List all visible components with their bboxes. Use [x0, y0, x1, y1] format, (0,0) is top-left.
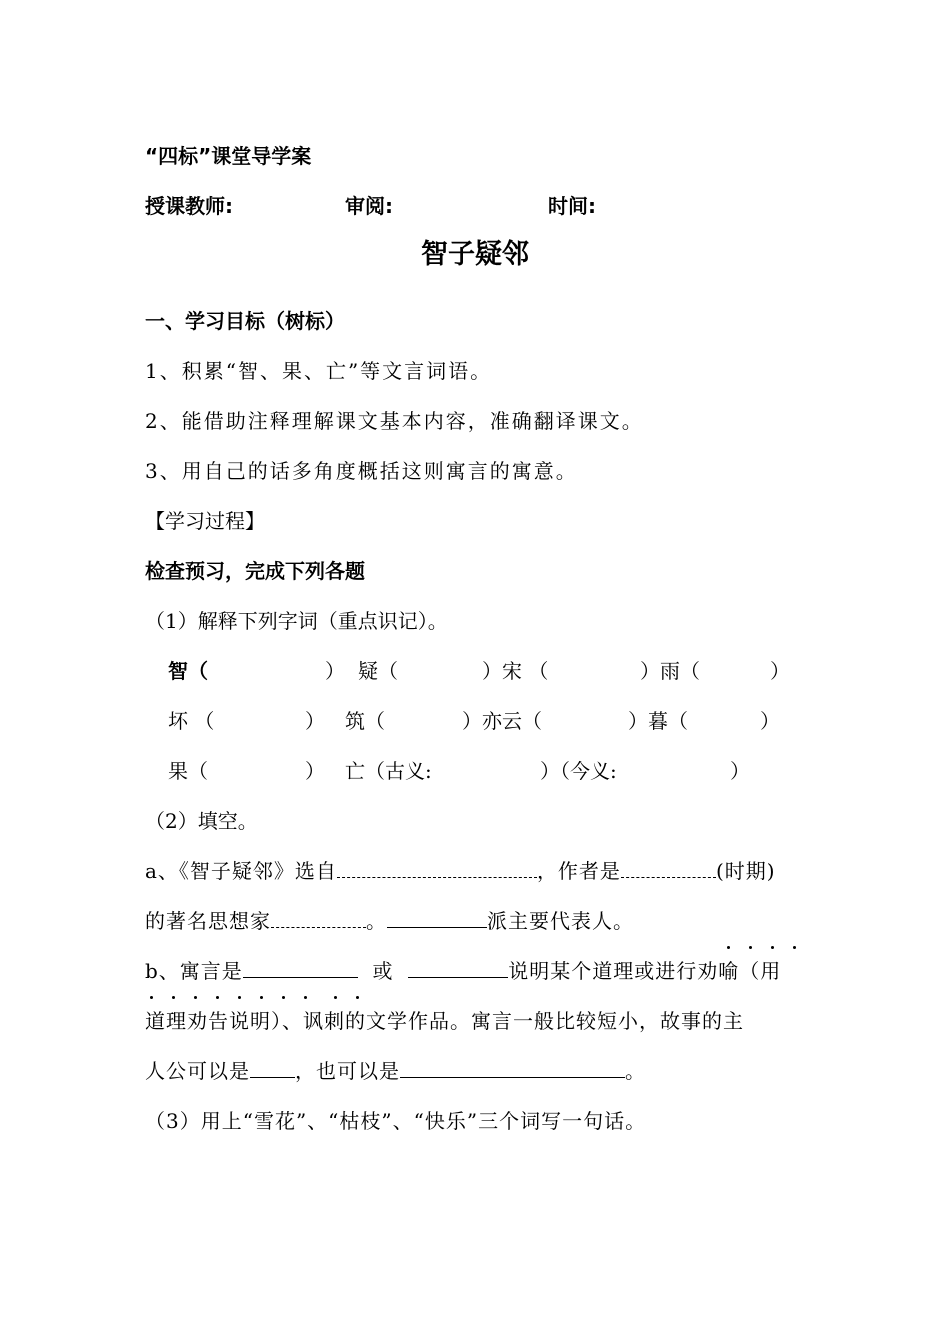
q2-b-prefix: b、寓言是: [145, 959, 243, 983]
q1-label: （1）解释下列字词（重点识记）。: [145, 609, 448, 633]
q2-b3-mid: ，也可以是: [295, 1059, 400, 1083]
blank-period[interactable]: [621, 859, 716, 878]
q2-a-suffix: (时期): [715, 859, 776, 883]
goal-item: 1、积累“智、果、亡”等文言词语。: [145, 359, 493, 383]
section-heading-goals: 一、学习目标（树标）: [145, 309, 345, 333]
q2-b3-prefix: 人公可以是: [145, 1059, 250, 1083]
emphasis-dot: [282, 996, 285, 999]
word-guo: 果（: [168, 759, 208, 783]
emphasis-dot: [150, 996, 153, 999]
q2-b-or: 或: [372, 959, 394, 983]
word-mu: ）暮（: [628, 709, 688, 733]
teacher-label: 授课教师:: [145, 194, 233, 218]
blank-source[interactable]: [337, 859, 537, 878]
word-huai: 坏 （: [168, 709, 215, 733]
blank-protagonist-b[interactable]: [400, 1057, 625, 1078]
bracket-close: ）: [305, 709, 325, 733]
word-zhu: 筑（: [345, 709, 385, 733]
doc-type-header: “四标”课堂导学案: [145, 144, 312, 168]
blank-protagonist-a[interactable]: [250, 1057, 295, 1078]
blank-thinker[interactable]: [271, 909, 366, 928]
emphasis-dot: [304, 996, 307, 999]
emphasis-dot: [356, 996, 359, 999]
word-yiyun: ）亦云（: [462, 709, 542, 733]
q2-a2-mid: 。: [366, 909, 387, 933]
word-yu: ）雨（: [640, 659, 700, 683]
word-wang: 亡（古义:: [345, 759, 432, 783]
goal-item: 3、用自己的话多角度概括这则寓言的寓意。: [145, 459, 578, 483]
q2-a2-prefix: 的著名思想家: [145, 909, 271, 933]
q2-line-a: [145, 855, 776, 884]
process-label: 【学习过程】: [145, 509, 265, 533]
word-wang-modern: ）（今义:: [540, 759, 617, 783]
preview-heading: 检查预习，完成下列各题: [145, 559, 365, 583]
goal-item: 2、能借助注释理解课文基本内容，准确翻译课文。: [145, 409, 644, 433]
emphasis-dot: [771, 946, 774, 949]
q2-line-b2: 道理劝告说明）、讽刺的文学作品。寓言一般比较短小，故事的主: [145, 1009, 744, 1033]
q2-b-suffix: 说明某个道理或进行劝喻（用: [508, 959, 782, 983]
bracket-close: ）: [770, 659, 790, 683]
emphasis-dot: [216, 996, 219, 999]
q2-label: （2）填空。: [145, 809, 258, 833]
q2-a-prefix: a、《智子疑邻》选自: [145, 859, 337, 883]
emphasis-dot: [334, 996, 337, 999]
emphasis-dot: [238, 996, 241, 999]
review-label: 审阅:: [345, 194, 393, 218]
emphasis-dot: [793, 946, 796, 949]
q2-a2-suffix: 派主要代表人。: [487, 909, 634, 933]
q2-b3-suffix: 。: [625, 1059, 646, 1083]
q2-line-a2: [145, 905, 634, 934]
blank-fable-b[interactable]: [408, 957, 508, 978]
emphasis-dot: [260, 996, 263, 999]
word-song: ）宋 （: [482, 659, 549, 683]
bracket-close: ）: [730, 759, 750, 783]
q2-line-b3: [145, 1055, 646, 1084]
word-yi: 疑（: [358, 659, 398, 683]
blank-school[interactable]: [387, 907, 487, 928]
emphasis-dot: [727, 946, 730, 949]
bracket-close: ）: [305, 759, 325, 783]
time-label: 时间:: [548, 194, 596, 218]
q2-a-mid: ，作者是: [536, 859, 621, 883]
emphasis-dot: [194, 996, 197, 999]
q3-label: （3）用上“雪花”、“枯枝”、“快乐”三个词写一句话。: [145, 1109, 647, 1133]
page-title: 智子疑邻: [421, 239, 529, 270]
emphasis-dot: [749, 946, 752, 949]
blank-fable-a[interactable]: [243, 957, 358, 978]
word-zhi: 智（: [168, 659, 208, 683]
q2-line-b: [145, 955, 781, 984]
bracket-close: ）: [325, 659, 345, 683]
emphasis-dot: [172, 996, 175, 999]
bracket-close: ）: [760, 709, 780, 733]
